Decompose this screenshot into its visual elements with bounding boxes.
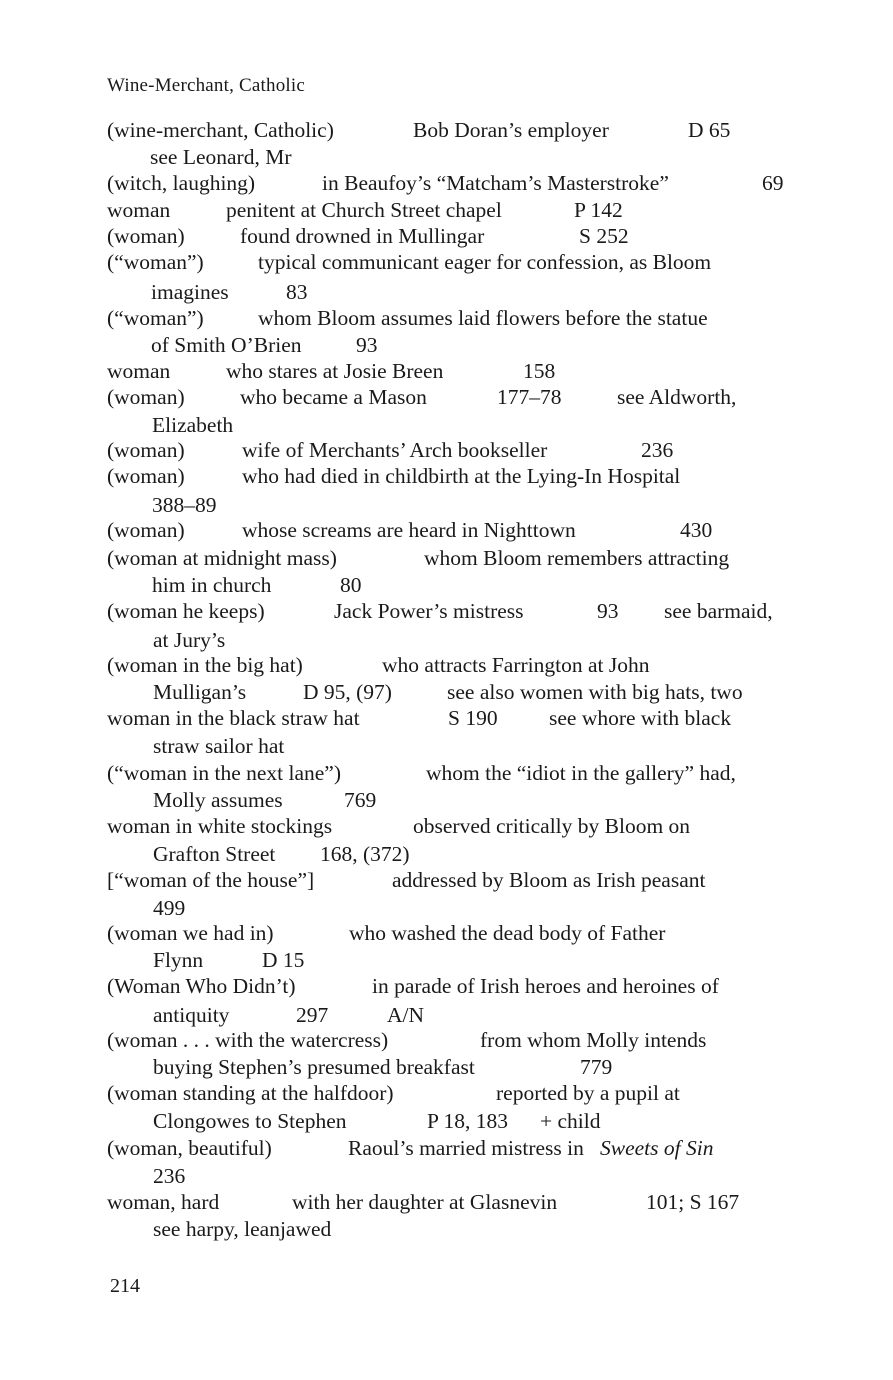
index-line-segment: (woman in the big hat) [107, 653, 303, 677]
index-line-segment: 168, (372) [320, 842, 410, 866]
index-line-segment: [“woman of the house”] [107, 868, 315, 892]
index-line-segment: Bob Doran’s employer [413, 118, 609, 142]
index-line-segment: buying Stephen’s presumed breakfast [153, 1055, 475, 1079]
index-line-segment: see harpy, leanjawed [153, 1217, 332, 1241]
index-line-segment: see also women with big hats, two [447, 680, 743, 704]
index-line-segment: (woman he keeps) [107, 599, 265, 623]
index-line-segment: whom the “idiot in the gallery” had, [426, 761, 736, 785]
index-line-segment: (woman at midnight mass) [107, 546, 337, 570]
index-line-segment: 297 [296, 1003, 329, 1027]
index-line-segment: 93 [356, 333, 378, 357]
index-line-segment: whom Bloom remembers attracting [424, 546, 730, 570]
index-line-segment: (woman) [107, 385, 185, 409]
index-line-segment: (“woman”) [107, 306, 204, 330]
index-line-segment: Elizabeth [152, 413, 234, 437]
index-line-segment: in Beaufoy’s “Matcham’s Masterstroke” [322, 171, 669, 195]
index-line-segment: Molly assumes [153, 788, 283, 812]
index-line-segment: A/N [387, 1003, 425, 1027]
index-line-segment: reported by a pupil at [496, 1081, 680, 1105]
index-line-segment: (woman we had in) [107, 921, 274, 945]
index-line-segment: woman in white stockings [107, 814, 333, 838]
index-line-segment: S 190 [448, 706, 498, 730]
index-line-segment: addressed by Bloom as Irish peasant [392, 868, 706, 892]
index-line-segment: Clongowes to Stephen [153, 1109, 347, 1133]
index-line-segment: typical communicant eager for confession, as Bloom [258, 250, 712, 274]
index-line-segment: Jack Power’s mistress [334, 599, 524, 623]
index-line-segment: who washed the dead body of Father [349, 921, 666, 945]
index-line-segment: woman, hard [107, 1190, 220, 1214]
index-line-segment: 499 [153, 896, 186, 920]
index-line-segment: 93 [597, 599, 619, 623]
index-line-segment: whose screams are heard in Nighttown [242, 518, 576, 542]
index-line-segment: + child [540, 1109, 601, 1133]
index-line-segment: (woman) [107, 518, 185, 542]
index-line-segment: antiquity [153, 1003, 230, 1027]
index-line-segment: (woman . . . with the watercress) [107, 1028, 389, 1052]
index-line-segment: see Leonard, Mr [150, 145, 292, 169]
index-line-segment: Raoul’s married mistress in [348, 1136, 584, 1160]
index-line-segment: (wine-merchant, Catholic) [107, 118, 334, 142]
index-line-segment: found drowned in Mullingar [240, 224, 485, 248]
index-line-segment: 236 [153, 1164, 186, 1188]
index-line-segment: who stares at Josie Breen [226, 359, 444, 383]
index-line-segment: see whore with black [549, 706, 732, 730]
index-line-segment: who attracts Farrington at John [382, 653, 650, 677]
index-line-segment: (“woman”) [107, 250, 204, 274]
index-line-segment: (“woman in the next lane”) [107, 761, 342, 785]
index-line-segment: 236 [641, 438, 674, 462]
index-line-segment: who had died in childbirth at the Lying-In Hospital [242, 464, 681, 488]
index-line-segment: 779 [580, 1055, 613, 1079]
index-line-segment: with her daughter at Glasnevin [292, 1190, 558, 1214]
index-line-segment: Flynn [153, 948, 204, 972]
index-line-segment: D 95, (97) [303, 680, 392, 704]
index-line-segment: of Smith O’Brien [151, 333, 302, 357]
running-head: Wine-Merchant, Catholic [107, 75, 305, 96]
index-line-segment: 769 [344, 788, 377, 812]
index-line-segment: (woman, beautiful) [107, 1136, 272, 1160]
index-line-segment: 101; S 167 [646, 1190, 740, 1214]
index-line-segment: woman in the black straw hat [107, 706, 360, 730]
index-line-segment: Mulligan’s [153, 680, 247, 704]
index-line-segment: Grafton Street [153, 842, 276, 866]
index-line-segment: straw sailor hat [153, 734, 285, 758]
index-line-segment: 69 [762, 171, 784, 195]
index-line-segment: 430 [680, 518, 713, 542]
index-line-segment: S 252 [579, 224, 629, 248]
index-line-segment: imagines [151, 280, 229, 304]
index-line-segment: him in church [152, 573, 272, 597]
index-line-segment: at Jury’s [153, 628, 226, 652]
index-line-segment: 388–89 [152, 493, 217, 517]
index-line-segment: wife of Merchants’ Arch bookseller [242, 438, 548, 462]
index-line-segment: (Woman Who Didn’t) [107, 974, 296, 998]
index-line-segment: observed critically by Bloom on [413, 814, 691, 838]
index-line-segment: penitent at Church Street chapel [226, 198, 502, 222]
index-line-segment: P 18, 183 [427, 1109, 509, 1133]
index-line-segment: woman [107, 359, 171, 383]
index-line-segment: D 15 [262, 948, 305, 972]
index-line-segment: P 142 [574, 198, 623, 222]
index-line-segment: (woman) [107, 464, 185, 488]
index-line-segment: see barmaid, [664, 599, 773, 623]
index-line-segment: see Aldworth, [617, 385, 737, 409]
index-line-segment: in parade of Irish heroes and heroines of [372, 974, 719, 998]
index-line-segment: (woman) [107, 224, 185, 248]
page-number: 214 [110, 1275, 140, 1297]
index-line-segment: 83 [286, 280, 308, 304]
index-line-segment: Sweets of Sin [600, 1136, 714, 1160]
index-line-segment: who became a Mason [240, 385, 427, 409]
index-line-segment: whom Bloom assumes laid flowers before the statue [258, 306, 708, 330]
index-line-segment: (woman standing at the halfdoor) [107, 1081, 394, 1105]
index-line-segment: (witch, laughing) [107, 171, 256, 195]
index-line-segment: 158 [523, 359, 556, 383]
index-line-segment: 80 [340, 573, 362, 597]
index-line-segment: woman [107, 198, 171, 222]
index-line-segment: 177–78 [497, 385, 562, 409]
index-line-segment: D 65 [688, 118, 731, 142]
index-line-segment: (woman) [107, 438, 185, 462]
index-line-segment: from whom Molly intends [480, 1028, 707, 1052]
